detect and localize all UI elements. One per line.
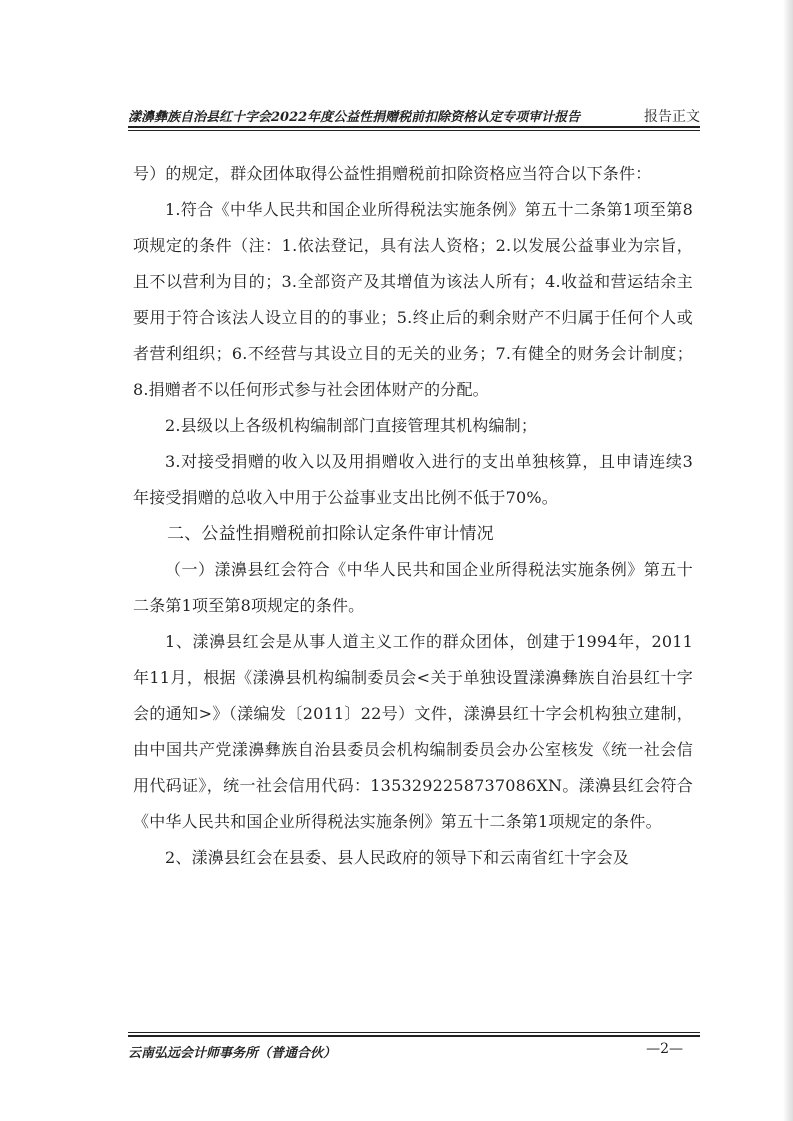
- section-heading-2: 二、公益性捐赠税前扣除认定条件审计情况: [167, 524, 494, 544]
- header-rule-thick: [128, 126, 700, 128]
- paragraph-subsection-1: （一）漾濞县红会符合《中华人民共和国企业所得税法实施条例》第五十二条第1项至第8项规定的条件。: [133, 560, 693, 615]
- footer-rule-thin: [128, 1032, 700, 1033]
- page-number: —2—: [646, 1041, 683, 1057]
- paragraph-item-1: 1、漾濞县红会是从事人道主义工作的群众团体，创建于1994年，2011年11月，根据《漾濞县机构编制委员会<关于单独设置漾濞彝族自治县红十字会的通知>》（漾编发〔2011〕22号）文件，漾濞县红十字会机构独立建制，由中国共产党漾濞彝族自治县委员会机构编制委员会办公室核发《统一社会信用代码证》，统一社会信用代码：1353292258737086XN。漾濞县红会符合《中华人民共和国企业所得税法实施条例》第五十二条第1项规定的条件。: [133, 632, 693, 831]
- paragraph-conditions-intro: 号）的规定，群众团体取得公益性捐赠税前扣除资格应当符合以下条件：: [133, 164, 652, 183]
- header-section-label: 报告正文: [644, 109, 700, 125]
- paragraph-condition-1: 1.符合《中华人民共和国企业所得税法实施条例》第五十二条第1项至第8项规定的条件（注：1.依法登记，具有法人资格；2.以发展公益事业为宗旨，且不以营利为目的；3.全部资产及其增值为该法人所有；4.收益和营运结余主要用于符合该法人设立目的的事业；5.终止后的剩余财产不归属于任何个人或者营利组织；6.不经营与其设立目的无关的业务；7.有健全的财务会计制度；8.捐赠者不以任何形式参与社会团体财产的分配。: [133, 200, 693, 399]
- footer-rule-thick: [128, 1035, 700, 1037]
- paragraph-condition-3: 3.对接受捐赠的收入以及用捐赠收入进行的支出单独核算，且申请连续3年接受捐赠的总收入中用于公益事业支出比例不低于70%。: [133, 452, 693, 507]
- scan-edge-shadow: [783, 0, 793, 1121]
- header-title: 漾濞彝族自治县红十字会2022年度公益性捐赠税前扣除资格认定专项审计报告: [128, 110, 581, 125]
- report-body: [133, 156, 693, 876]
- page-header: [128, 104, 700, 126]
- paragraph-condition-2: 2.县级以上各级机构编制部门直接管理其机构编制；: [165, 416, 538, 435]
- paragraph-item-2: 2、漾濞县红会在县委、县人民政府的领导下和云南省红十字会及: [165, 848, 629, 867]
- header-rule-thin: [128, 130, 700, 131]
- footer-firm-name: 云南弘远会计师事务所（普通合伙）: [128, 1046, 337, 1061]
